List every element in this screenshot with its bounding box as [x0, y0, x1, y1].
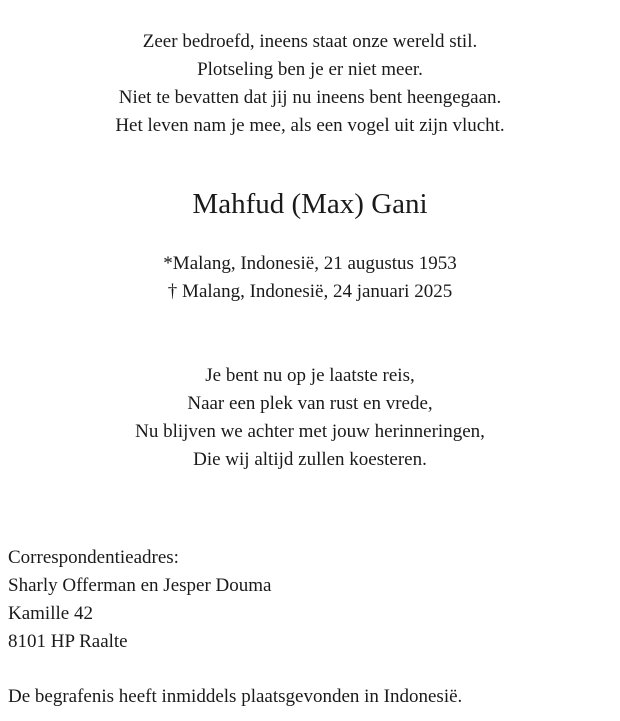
funeral-note: [8, 683, 608, 711]
death-date: † Malang, Indonesië, 24 januari 2025: [167, 281, 453, 302]
funeral-note-text: De begrafenis heeft inmiddels plaatsgevonden in Indonesië.: [8, 686, 463, 707]
opening-poem-line-1: Zeer bedroefd, ineens staat onze wereld stil.: [142, 31, 478, 52]
opening-poem-line-2: Plotseling ben je er niet meer.: [197, 59, 423, 80]
birth-date: *Malang, Indonesië, 21 augustus 1953: [163, 253, 457, 274]
correspondence-address: [8, 544, 608, 656]
closing-poem-line-2: Naar een plek van rust en vrede,: [187, 393, 433, 414]
opening-poem: [0, 28, 620, 140]
correspondence-street: Kamille 42: [8, 603, 93, 624]
closing-poem-line-4: Die wij altijd zullen koesteren.: [193, 449, 427, 470]
closing-poem: [0, 362, 620, 474]
opening-poem-line-3: Niet te bevatten dat jij nu ineens bent heengegaan.: [118, 87, 502, 108]
life-dates: [0, 250, 620, 306]
closing-poem-line-1: Je bent nu op je laatste reis,: [205, 365, 415, 386]
closing-poem-line-3: Nu blijven we achter met jouw herinneringen,: [135, 421, 485, 442]
correspondence-label: Correspondentieadres:: [8, 547, 179, 568]
deceased-name: Mahfud (Max) Gani: [192, 188, 428, 220]
correspondence-postal-city: 8101 HP Raalte: [8, 631, 128, 652]
correspondence-names: Sharly Offerman en Jesper Douma: [8, 575, 272, 596]
opening-poem-line-4: Het leven nam je mee, als een vogel uit zijn vlucht.: [115, 115, 505, 136]
